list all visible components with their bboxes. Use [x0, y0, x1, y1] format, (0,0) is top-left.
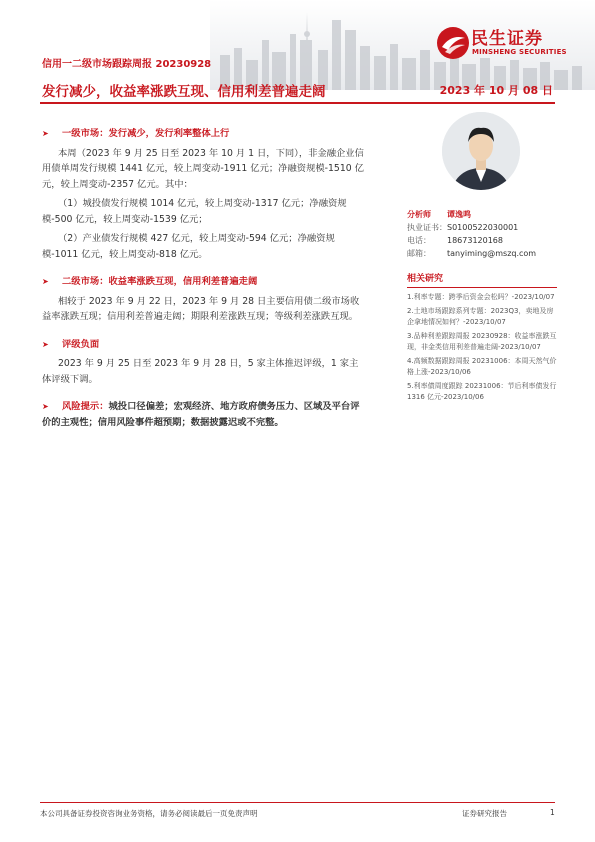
section-rating-negative — [42, 337, 367, 388]
analyst-name: 谭逸鸣 — [447, 210, 471, 219]
section-heading: 一级市场：发行减少，发行利率整体上行 — [62, 128, 230, 139]
section-risk — [42, 399, 367, 430]
phone-value: 18673120168 — [447, 236, 503, 245]
paragraph: 2023 年 9 月 25 日至 2023 年 9 月 28 日，5 家主体推迟评级，1 家主体评级下调。 — [42, 358, 359, 385]
related-item[interactable]: 3.品种利差跟踪周报 20230928：收益率涨跌互现，非金类信用利差普遍走阔-2023/10/07 — [407, 332, 557, 351]
logo-swoosh-icon — [436, 26, 470, 60]
section-primary-market — [42, 126, 367, 262]
footer-report-type: 证券研究报告 — [462, 809, 507, 818]
related-list — [407, 292, 557, 403]
analyst-info — [407, 208, 557, 260]
risk-text: 城投口径偏差；宏观经济、地方政府债务压力、区域及平台评价的主观性；信用风险事件超预期；数据披露迟或不完整。 — [42, 401, 360, 428]
risk-label: 风险提示： — [62, 401, 109, 412]
related-item[interactable]: 4.高频数据跟踪周报 20231006：本周天然气价格上涨-2023/10/06 — [407, 357, 557, 376]
section-heading: 二级市场：收益率涨跌互现，信用利差普遍走阔 — [62, 276, 258, 287]
header-rule — [40, 102, 555, 104]
analyst-role: 分析师 — [407, 210, 431, 219]
avatar-icon — [442, 112, 520, 190]
minsheng-logo — [436, 26, 586, 66]
report-series: 信用一二级市场跟踪周报 20230928 — [42, 59, 212, 70]
license-label: 执业证书： — [407, 223, 447, 232]
section-secondary-market — [42, 274, 367, 325]
bullet-arrow-icon: ➤ — [42, 402, 49, 411]
paragraph: （1）城投债发行规模 1014 亿元，较上周变动-1317 亿元；净融资规模-500 亿元，较上周变动-1539 亿元； — [42, 198, 347, 225]
bullet-arrow-icon: ➤ — [42, 129, 49, 138]
related-rule — [407, 287, 557, 288]
footer-rule — [40, 802, 555, 803]
license-value: S0100522030001 — [447, 223, 519, 232]
bullet-arrow-icon: ➤ — [42, 277, 49, 286]
related-research — [407, 271, 557, 406]
related-item[interactable]: 5.利率债周度跟踪 20231006：节后利率债发行 1316 亿元-2023/10/06 — [407, 382, 557, 401]
page-number: 1 — [550, 808, 555, 817]
email-label: 邮箱： — [407, 249, 431, 258]
section-heading: 评级负面 — [62, 338, 100, 350]
analyst-photo — [442, 112, 520, 190]
related-heading: 相关研究 — [407, 274, 444, 284]
paragraph: 本周（2023 年 9 月 25 日至 2023 年 10 月 1 日，下同），非金融企业信用债单周发行规模 1441 亿元，较上周变动-1911 亿元；净融资规模-1510 亿元，较上周变动-2357 亿元。其中： — [42, 147, 364, 190]
logo-name: 民生证券 — [471, 29, 543, 49]
logo-english-name: MINSHENG SECURITIES — [472, 48, 567, 56]
bullet-arrow-icon: ➤ — [42, 339, 49, 349]
email-value[interactable]: tanyiming@mszq.com — [447, 249, 537, 258]
footer-disclaimer: 本公司具备证券投资咨询业务资格，请务必阅读最后一页免责声明 — [40, 809, 258, 818]
report-date: 2023 年 10 月 08 日 — [439, 84, 553, 97]
phone-label: 电话： — [407, 236, 431, 245]
summary-column — [42, 126, 367, 442]
report-title: 发行减少，收益率涨跌互现、信用利差普遍走阔 — [42, 84, 326, 100]
related-item[interactable]: 1.利率专题：跨季后资金会松吗？-2023/10/07 — [407, 293, 555, 301]
paragraph: 相较于 2023 年 9 月 22 日，2023 年 9 月 28 日主要信用债二级市场收益率涨跌互现；信用利差普遍走阔；期限利差涨跌互现；等级利差涨跌互现。 — [42, 295, 360, 322]
paragraph: （2）产业债发行规模 427 亿元，较上周变动-594 亿元；净融资规模-1011 亿元，较上周变动-818 亿元。 — [42, 233, 335, 260]
related-item[interactable]: 2.土地市场跟踪系列专题：2023Q3，卖地及房企拿地情况如何？-2023/10/07 — [407, 307, 554, 326]
